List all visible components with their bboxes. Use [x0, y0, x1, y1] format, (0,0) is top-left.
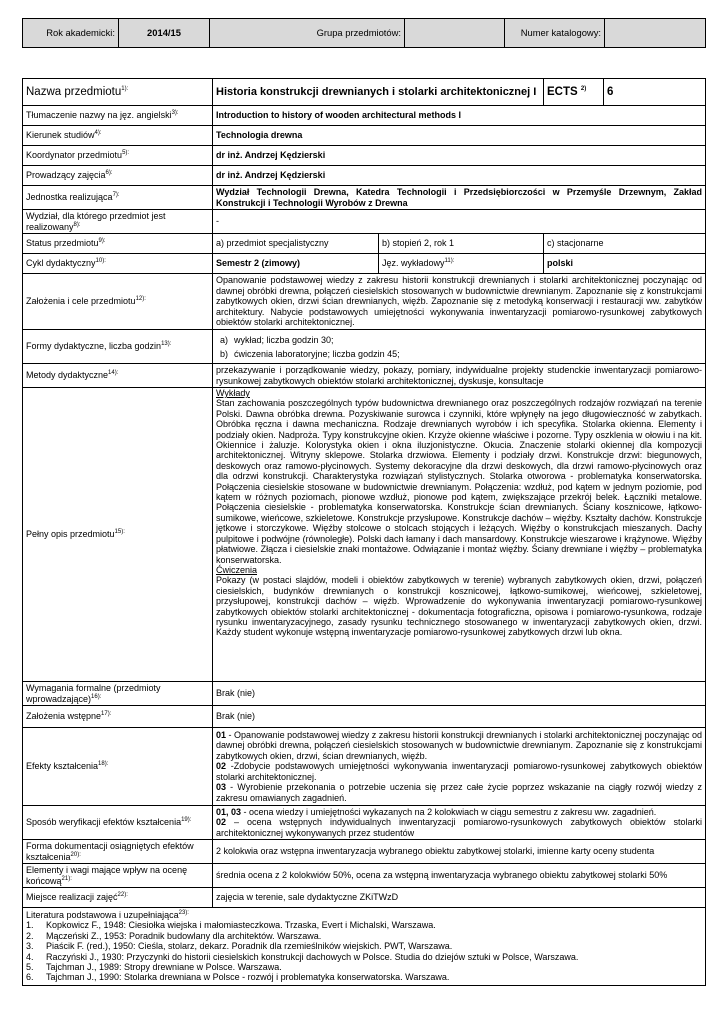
methods: przekazywanie i porządkowanie wiedzy, pokazy, pomiary, indywidualne projekty studenckie inwentaryzacji pomiarowo-rysunkowej zabytkowych obiektów stolarki architektonicznej, dyskusje, konsultacje — [213, 364, 706, 388]
catalog-number-label: Numer katalogowy: — [505, 19, 605, 48]
catalog-number-value — [605, 19, 706, 48]
effect-03-text: - Wyrobienie przekonania o potrzebie uczenia się przez całe życie poprzez wskazanie na ciągły rozwój wiedzy z zakresu omawianych zagadnień. — [216, 782, 703, 803]
ects-label: ECTS $^{2)}$ — [544, 79, 604, 106]
forms-label: Formy dydaktyczne, liczba godzin$^{13):}$ — [23, 330, 213, 364]
forms-a-text: wykład; liczba godzin 30; — [234, 334, 334, 345]
literature-item — [26, 920, 702, 930]
forms-item-b — [220, 349, 702, 359]
effects — [213, 728, 706, 806]
literature-item-number: 2. — [26, 930, 34, 941]
faculty-label: Wydział, dla którego przedmiot jest realizowany$^{8):}$ — [23, 210, 213, 234]
literature-item — [26, 952, 702, 962]
unit-label: Jednostka realizująca$^{7):}$ — [23, 186, 213, 210]
exercises-heading: Ćwiczenia — [216, 564, 258, 575]
literature-item-number: 1. — [26, 920, 34, 931]
literature-item — [26, 962, 702, 972]
effect-03-code: 03 — [216, 782, 227, 793]
requirements: Brak (nie) — [213, 682, 706, 706]
verification-label: Sposób weryfikacji efektów kształcenia$^{19):}$ — [23, 806, 213, 840]
effect-02-code: 02 — [216, 761, 227, 772]
literature-item — [26, 972, 702, 982]
cycle: Semestr 2 (zimowy) — [213, 254, 379, 274]
literature-item-text: Tajchman J., 1989: Stropy drewniane w Polsce. Warszawa. — [46, 962, 282, 973]
lectures-text: Stan zachowania poszczególnych typów budownictwa drewnianego oraz poszczególnych rodzajów rozwiązań na terenie Polski. Dawna obróbka drewna. Pozyskiwanie surowca i czynniki, które wpłynęły na jego długowieczność w zabytkach. Obróbka ręczna i dawna mechaniczna. Rodzaje drewnianych wyrobów i ich specyfika. Stolarka okienna. Elementy i podziały okien. Nadproża. Typy konstrukcyjne okien. Krzyże okienne właściwe i pozorne. Typy oszklenia w ołowiu i na kit. Okiennice i żaluzje. Kolorystyka okien i okna iluzjonistyczne. Okucia. Znaczenie stolarki okiennej dla kompozycji architektonicznej. Witryny sklepowe. Stolarka drzwiowa. Elementy i podziały drzwi. Konstrukcje drzwi: biegunowych, deskowych oraz ramowo-płycinowych. Systemy dekoracyjne dla drzwi deskowych, dla drzwi ramowo-płycinowych oraz dla odrzwi konstrukcji. Charakterystyka rozwiązań stylistycznych. Stolarka otworowa - problematyka konserwatorska. Połączenia ciesielskie stosowane w budownictwie drewnianym. Połączenia: wzdłuż, pod kątem w jednym poziomie, pod kątem w różnych poziomach, pionowe wzdłuż, pionowe pod kątem, zwiększające przekrój belek. Łączniki metalowe. Połączenia ciesielskie - problematyka konserwatorska. Konstrukcje ścian drewnianych. Ściany kosznicowe, łątkowo-sumikowe, wieńcowe, szkieletowe. Konstrukcje przysłupowe. Konstrukcje dachów – więźby. Kształty dachów. Konstrukcje jętkowe i storczykowe. Więźby stolcowe o stolcach stojących i leżących. Więźby o konstrukcjach mieszanych. Dachy pulpitowe i podwójne (równoległe). Polski dach łamany i dach mansardowy. Konstrukcje wieszarowe i krążynowe. Więźby płatwiowe. Złącza i ciesielskie znaki montażowe. Odwiązanie i montaż więźby. Ściany drewniane i więźby – problematyka konserwatorska. — [216, 398, 703, 565]
literature-item-number: 6. — [26, 972, 34, 983]
status-b: b) stopień 2, rok 1 — [379, 234, 544, 254]
ects-value: 6 — [604, 79, 706, 106]
literature-item — [26, 931, 702, 941]
language: polski — [544, 254, 706, 274]
documentation: 2 kolokwia oraz wstępna inwentaryzacja wybranego obiektu zabytkowej stolarki, imienne karty oceny studenta — [213, 840, 706, 864]
literature-item-number: 4. — [26, 951, 34, 962]
effect-03 — [216, 782, 702, 803]
course-name-label: Nazwa przedmiotu$^{1):}$ — [23, 79, 213, 106]
literature-item-number: 3. — [26, 941, 34, 952]
teacher-label: Prowadzący zajęcia$^{6):}$ — [23, 166, 213, 186]
documentation-label: Forma dokumentacji osiągniętych efektów kształcenia$^{20):}$ — [23, 840, 213, 864]
methods-label: Metody dydaktyczne$^{14):}$ — [23, 364, 213, 388]
academic-year-label: Rok akademicki: — [23, 19, 119, 48]
status-label: Status przedmiotu$^{9):}$ — [23, 234, 213, 254]
literature-item-number: 5. — [26, 962, 34, 973]
forms — [213, 330, 706, 364]
unit: Wydział Technologii Drewna, Katedra Technologii i Przedsiębiorczości w Przemyśle Drzewnym, Zakład Konstrukcji i Technologii Wyrobów z Drewna — [213, 186, 706, 210]
cycle-label: Cykl dydaktyczny$^{10):}$ — [23, 254, 213, 274]
effect-01 — [216, 730, 702, 761]
language-label: Jęz. wykładowy$^{11):}$ — [379, 254, 544, 274]
academic-year-value: 2014/15 — [119, 19, 210, 48]
course-name: Historia konstrukcji drewnianych i stolarki architektonicznej I — [213, 79, 544, 106]
place-label: Miejsce realizacji zajęć$^{22):}$ — [23, 888, 213, 908]
verification-2-text: – ocena wstępnych indywidualnych inwentaryzacji pomiarowo-rysunkowych zabytkowych obiektów stolarki architektonicznej wykonywanych przez studentów — [216, 817, 703, 838]
effects-label: Efekty kształcenia$^{18):}$ — [23, 728, 213, 806]
prerequisites-label: Założenia wstępne$^{17):}$ — [23, 706, 213, 728]
literature — [23, 908, 706, 986]
field-of-study: Technologia drewna — [213, 126, 706, 146]
effect-01-code: 01 — [216, 730, 227, 741]
literature-item-text: Kopkowicz F., 1948: Ciesiołka wiejska i małomiasteczkowa. Trzaska, Evert i Michalski, Warszawa. — [46, 920, 436, 931]
verification-2 — [216, 817, 702, 838]
effect-02-text: -Zdobycie podstawowych umiejętności wykonywania inwentaryzacji pomiarowo-rysunkowej zabytkowych obiektów stolarki architektonicznej. — [216, 761, 703, 782]
goals-label: Założenia i cele przedmiotu$^{12):}$ — [23, 274, 213, 330]
literature-label: Literatura podstawowa i uzupełniająca$^{23):}$ — [26, 910, 189, 920]
effect-01-text: - Opanowanie podstawowej wiedzy z zakresu historii konstrukcji drewnianych i stolarki architektonicznej poczynając od dawnej obróbki drewna, połączeń ciesielskich stosowanych w budownictwie drewnianym. Zapoznanie się z konstrukcjami zabytkowych okien, drzwi, ścian drewnianych, więźb. — [216, 730, 703, 761]
forms-a-marker: a) — [220, 334, 229, 345]
forms-b-marker: b) — [220, 349, 229, 359]
literature-item-text: Raczyński J., 1930: Przyczynki do historii ciesielskich konstrukcji dachowych w Polsce. Studia do dziejów sztuki w Polsce, Warszawa. — [46, 951, 579, 962]
verification-1-text: - ocena wiedzy i umiejętności wykazanych na 2 kolokwiach w ciągu semestru z zakresu ww. zagadnień. — [241, 806, 657, 817]
teacher: dr inż. Andrzej Kędzierski — [213, 166, 706, 186]
description — [213, 388, 706, 682]
verification-1-code: 01, 03 — [216, 806, 242, 817]
header-table — [22, 18, 706, 48]
status-a: a) przedmiot specjalistyczny — [213, 234, 379, 254]
english-name-label: Tłumaczenie nazwy na jęz. angielski$^{3):}$ — [23, 106, 213, 126]
course-table — [22, 78, 706, 986]
subject-group-label: Grupa przedmiotów: — [210, 19, 405, 48]
requirements-label: Wymagania formalne (przedmioty wprowadzające)$^{16):}$ — [23, 682, 213, 706]
forms-b-text: ćwiczenia laboratoryjne; liczba godzin 45; — [234, 349, 400, 359]
effect-02 — [216, 761, 702, 782]
exercises-text: Pokazy (w postaci slajdów, modeli i obiektów zabytkowych w terenie) wybranych zabytkowych okien, drzwi, połączeń ciesielskich, budynków drewnianych o konstrukcji kosznicowej, łątkowo-sumikowej, wieńcowej, szkieletowej, przysłupowej, konstrukcji dachów – więźb. Wprowadzenie do wykonywania inwentaryzacji pomiarowo-rysunkowej zabytkowych obiektów stolarki architektonicznej - dokumentacja fotograficzna, opisowa i pomiarowo-rysunkowa, rodzaje rysunku inwentaryzacyjnego, zasady rysunku technicznego stosowanego w inwentaryzacji zabytkowych okien, drzwi. Każdy student wykonuje wstępną inwentaryzacje pomiarowo-rysunkowej zabytkowych drzwi lub okna. — [216, 575, 703, 638]
literature-item-text: Mączeński Z., 1953: Poradnik budowlany dla architektów. Warszawa. — [46, 930, 322, 941]
english-name: Introduction to history of wooden architectural methods I — [213, 106, 706, 126]
forms-item-a — [220, 335, 702, 345]
lectures-heading: Wykłady — [216, 388, 250, 398]
literature-item-text: Piaścik F. (red.), 1950: Cieśla, stolarz, dekarz. Poradnik dla rzemieślników wiejskich. PWT, Warszawa. — [46, 941, 453, 952]
verification-2-code: 02 — [216, 817, 227, 828]
prerequisites: Brak (nie) — [213, 706, 706, 728]
verification — [213, 806, 706, 840]
description-label: Pełny opis przedmiotu$^{15):}$ — [23, 388, 213, 682]
goals: Opanowanie podstawowej wiedzy z zakresu historii konstrukcji drewnianych i stolarki architektonicznej poczynając od dawnej obróbki drewna, połączeń ciesielskich stosowanych w budownictwie drewnianym. Zapoznanie się z konstrukcjami zabytkowych okien, drzwi ścian drewnianych, więźb. Zapoznanie się z metodyką konserwacji i restauracji ww. zabytków architektury. Nabycie podstawowych umiejętności wykonywania inwentaryzacji pomiarowo-rysunkowej zabytkowych obiektów stolarki architektonicznej. — [213, 274, 706, 330]
coordinator-label: Koordynator przedmiotu$^{5):}$ — [23, 146, 213, 166]
literature-item — [26, 941, 702, 951]
grading: średnia ocena z 2 kolokwiów 50%, ocena za wstępną inwentaryzacja wybranego obiektu zabytkowej stolarki 50% — [213, 864, 706, 888]
status-c: c) stacjonarne — [544, 234, 706, 254]
literature-item-text: Tajchman J., 1990: Stolarka drewniana w Polsce - rozwój i problematyka konserwatorska. Warszawa. — [46, 972, 450, 983]
verification-1 — [216, 807, 702, 817]
field-of-study-label: Kierunek studiów$^{4):}$ — [23, 126, 213, 146]
literature-list — [26, 920, 702, 982]
coordinator: dr inż. Andrzej Kędzierski — [213, 146, 706, 166]
grading-label: Elementy i wagi mające wpływ na ocenę końcową$^{21):}$ — [23, 864, 213, 888]
subject-group-value — [405, 19, 505, 48]
place: zajęcia w terenie, sale dydaktyczne ZKiTWzD — [213, 888, 706, 908]
faculty: - — [213, 210, 706, 234]
